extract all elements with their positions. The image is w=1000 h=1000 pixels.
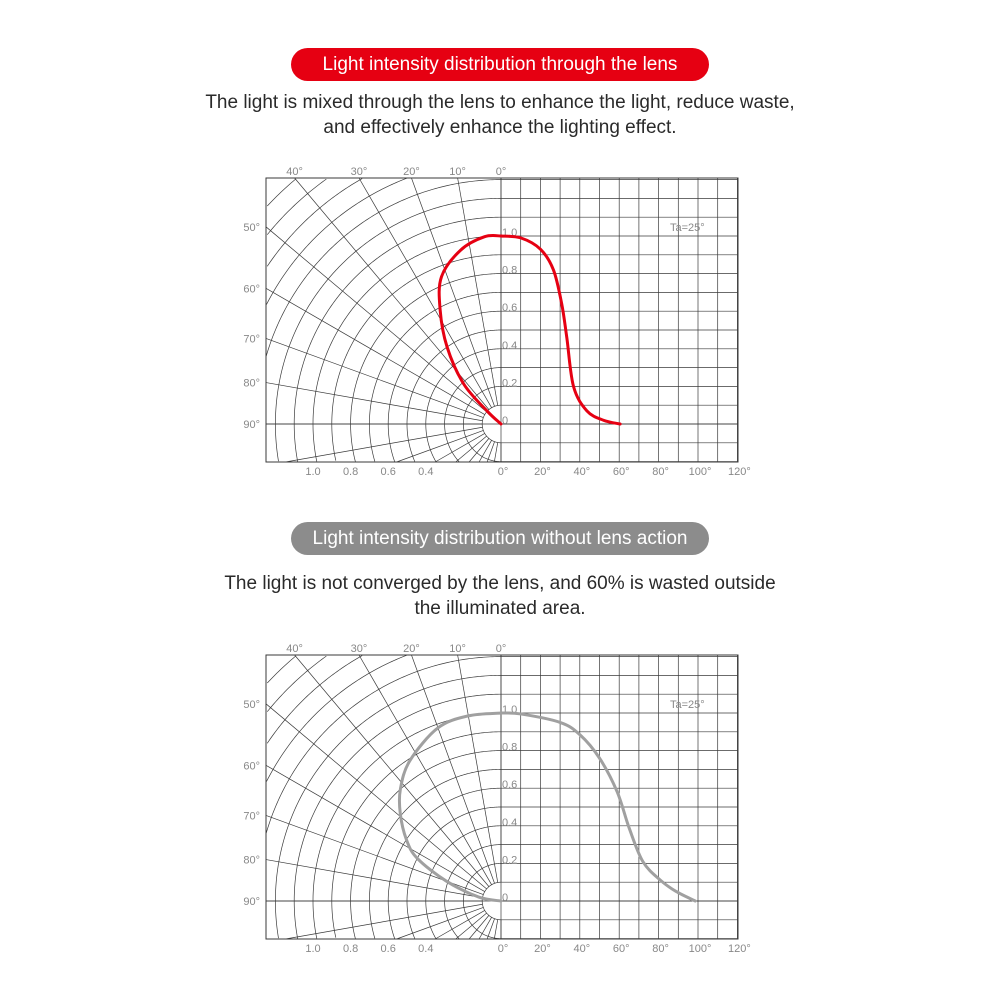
polar-radial-line	[295, 655, 489, 887]
y-tick-label: 0.4	[502, 816, 518, 829]
polar-angle-label: 50°	[243, 698, 260, 711]
polar-angle-label: 70°	[243, 333, 260, 346]
x-tick-label: 80°	[652, 943, 669, 955]
polar-angle-label: 10°	[449, 643, 466, 655]
polar-angle-label: 30°	[350, 643, 368, 655]
polar-arc	[267, 656, 326, 712]
polar-radial-line	[479, 917, 492, 939]
polar-arc	[332, 732, 501, 938]
polar-radius-label: 0.8	[342, 943, 359, 955]
polar-angle-label: 50°	[243, 221, 260, 234]
description-line: and effectively enhance the lighting effect.	[323, 117, 677, 138]
polar-radial-line	[456, 913, 487, 939]
polar-angle-label: 90°	[243, 896, 260, 908]
polar-radius-label: 0.6	[380, 943, 396, 955]
polar-radial-line	[494, 443, 497, 462]
y-tick-label: 0	[502, 892, 509, 904]
polar-radial-line	[435, 433, 485, 462]
x-tick-label: 20°	[534, 943, 551, 955]
polar-arc	[266, 655, 406, 781]
polar-angle-label: 0°	[495, 643, 507, 655]
polar-angle-label: 90°	[243, 419, 260, 431]
polar-arc	[407, 330, 501, 461]
x-tick-label: 120°	[728, 943, 751, 955]
x-tick-label: 100°	[688, 943, 712, 955]
y-tick-label: 0.8	[502, 741, 518, 754]
y-tick-label: 1.0	[502, 227, 518, 239]
polar-angle-label: 20°	[403, 643, 420, 655]
polar-angle-label: 60°	[243, 760, 260, 773]
x-tick-label: 40°	[573, 943, 591, 955]
y-tick-label: 0.2	[502, 854, 518, 867]
description-line: the illuminated area.	[414, 598, 586, 619]
description-line: The light is not converged by the lens, and 60% is wasted outside	[224, 573, 776, 594]
polar-arc	[267, 179, 326, 235]
polar-radial-line	[494, 920, 497, 939]
polar-radial-line	[487, 442, 494, 462]
polar-radius-label: 0.4	[418, 943, 434, 955]
section-title-with-lens: Light intensity distribution through the lens	[291, 48, 709, 81]
y-tick-label: 1.0	[502, 704, 518, 716]
polar-arc	[426, 349, 501, 462]
description-line: The light is mixed through the lens to enhance the light, reduce waste,	[205, 92, 795, 113]
polar-radial-line	[266, 765, 485, 891]
polar-radius-label: 0.8	[342, 466, 359, 478]
polar-angle-label: 60°	[243, 283, 260, 296]
polar-radial-line	[458, 655, 498, 882]
polar-radial-line	[435, 910, 485, 939]
description-with-lens	[150, 90, 850, 140]
x-tick-label: 0°	[497, 943, 509, 955]
polar-arc	[332, 255, 501, 461]
x-tick-label: 0°	[497, 466, 509, 478]
polar-angle-label: 20°	[403, 166, 420, 178]
polar-radial-line	[456, 436, 487, 462]
x-tick-label: 40°	[573, 466, 591, 478]
x-tick-label: 100°	[688, 466, 712, 478]
y-tick-label: 0.8	[502, 264, 518, 277]
polar-arc	[407, 807, 501, 938]
x-tick-label: 60°	[612, 466, 630, 478]
polar-radial-line	[411, 178, 494, 406]
polar-radial-line	[487, 919, 494, 939]
description-without-lens	[150, 571, 850, 621]
polar-radius-label: 1.0	[305, 466, 321, 478]
x-tick-label: 60°	[612, 943, 630, 955]
y-tick-label: 0	[502, 415, 509, 427]
light-distribution-chart-with-lens	[0, 150, 1000, 480]
polar-radial-line	[359, 655, 492, 885]
polar-radial-line	[285, 427, 482, 462]
polar-arc	[426, 826, 501, 939]
polar-intensity-curve	[439, 235, 501, 424]
polar-angle-label: 40°	[286, 166, 303, 178]
x-tick-label: 120°	[728, 466, 751, 478]
polar-angle-label: 30°	[350, 166, 368, 178]
polar-radial-line	[266, 338, 483, 417]
polar-angle-label: 0°	[495, 166, 507, 178]
polar-radial-line	[458, 178, 498, 405]
polar-arc	[267, 656, 295, 683]
polar-radial-line	[266, 704, 487, 889]
y-tick-label: 0.4	[502, 339, 518, 352]
polar-angle-label: 80°	[243, 854, 260, 867]
polar-arc	[267, 179, 295, 206]
light-distribution-chart-without-lens	[0, 627, 1000, 957]
polar-intensity-curve	[399, 713, 501, 901]
section-title-without-lens: Light intensity distribution without lens action	[291, 522, 709, 555]
x-tick-label: 20°	[534, 466, 551, 478]
polar-radial-line	[266, 288, 485, 414]
temperature-annotation: Ta=25°	[670, 699, 705, 711]
polar-radial-line	[479, 440, 492, 462]
polar-radial-line	[266, 227, 487, 412]
polar-radius-label: 0.4	[418, 466, 434, 478]
polar-radius-label: 0.6	[380, 466, 396, 478]
temperature-annotation: Ta=25°	[670, 222, 705, 234]
polar-angle-label: 70°	[243, 810, 260, 823]
y-tick-label: 0.6	[502, 302, 518, 315]
x-tick-label: 80°	[652, 466, 669, 478]
polar-radial-line	[411, 655, 494, 883]
polar-angle-label: 40°	[286, 643, 303, 655]
polar-angle-label: 80°	[243, 377, 260, 390]
polar-radial-line	[359, 178, 492, 408]
polar-arc	[266, 178, 406, 304]
polar-radial-line	[285, 904, 482, 939]
y-tick-label: 0.6	[502, 779, 518, 792]
y-tick-label: 0.2	[502, 377, 518, 390]
polar-angle-label: 10°	[449, 166, 466, 178]
polar-radius-label: 1.0	[305, 943, 321, 955]
